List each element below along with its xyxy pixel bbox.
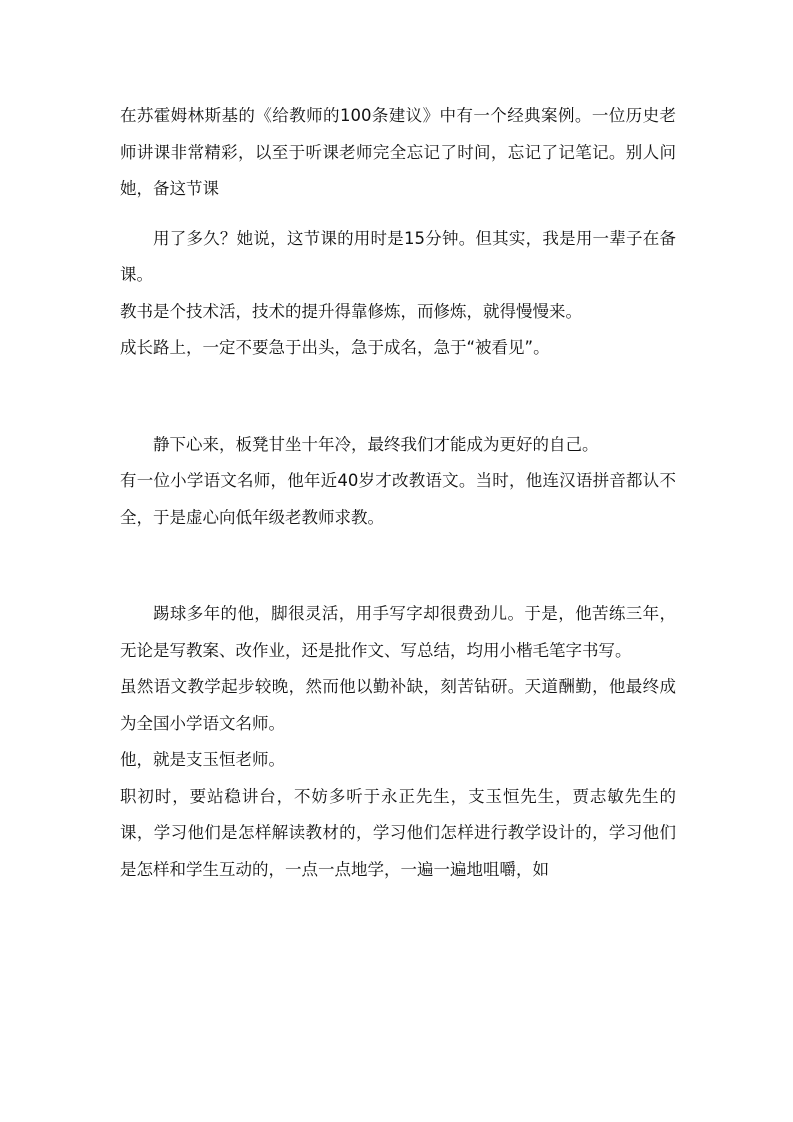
- paragraph-3: 教书是个技术活，技术的提升得靠修炼，而修炼，就得慢慢来。: [120, 301, 582, 321]
- paragraph-4: 成长路上，一定不要急于出头，急于成名，急于“被看见”。: [120, 338, 550, 357]
- paragraph-10: 职初时，要站稳讲台，不妨多听于永正先生，支玉恒先生，贾志敏先生的课，学习他们是怎样解读教材的，学习他们怎样进行教学设计的，学习他们是怎样和学生互动的，一点一点地学，一遍一遍地咀嚼，如: [120, 786, 676, 879]
- paragraph-8: 虽然语文教学起步较晚，然而他以勤补缺，刻苦钻研。天道酬勤，他最终成为全国小学语文名师。: [120, 677, 676, 733]
- paragraph-gap: [120, 367, 676, 427]
- paragraph-gap: [120, 208, 676, 221]
- paragraph-gap: [120, 536, 676, 596]
- paragraph-2: 用了多久？她说，这节课的用时是15分钟。但其实，我是用一辈子在备课。: [120, 228, 676, 284]
- document-body: [120, 98, 676, 888]
- paragraph-7: 踢球多年的他，脚很灵活，用手写字却很费劲儿。于是，他苦练三年，无论是写教案、改作业，还是批作文、写总结，均用小楷毛笔字书写。: [120, 604, 676, 660]
- paragraph-5: 静下心来，板凳甘坐十年冷，最终我们才能成为更好的自己。: [153, 434, 599, 454]
- paragraph-6: 有一位小学语文名师，他年近40岁才改教语文。当时，他连汉语拼音都认不全，于是虚心向低年级老教师求教。: [120, 471, 676, 527]
- paragraph-9: 他，就是支玉恒老师。: [120, 750, 285, 769]
- paragraph-1: 在苏霍姆林斯基的《给教师的100条建议》中有一个经典案例。一位历史老师讲课非常精彩，以至于听课老师完全忘记了时间，忘记了记笔记。别人问她，备这节课: [120, 106, 676, 198]
